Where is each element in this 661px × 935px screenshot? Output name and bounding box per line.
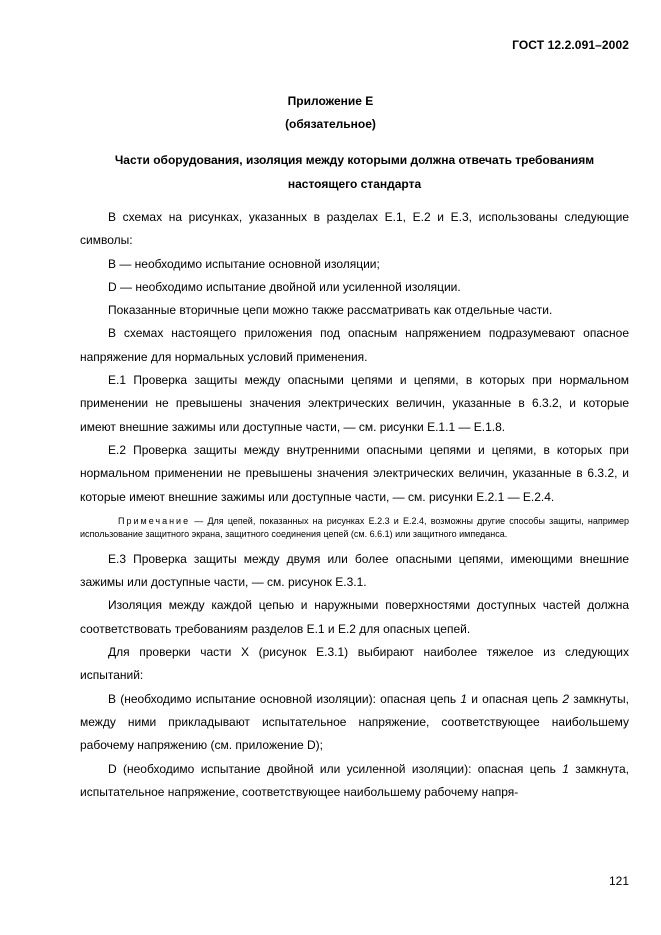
note-label: Примечание (118, 515, 191, 526)
paragraph-part-x: Для проверки части X (рисунок Е.3.1) выбирают наиболее тяжелое из следующих испытаний: (80, 645, 629, 683)
appendix-status: (обязательное) (285, 117, 376, 131)
section-heading: Части оборудования, изоляция между которыми должна отвечать требованиям настоящего стандарта (114, 153, 595, 191)
paragraph-symbol-d: D — необходимо испытание двойной или усиленной изоляции. (108, 279, 461, 294)
paragraph-insulation: Изоляция между каждой цепью и наружными поверхностями доступных частей должна соответствовать требованиям разделов Е.1 и Е.2 для опасных цепей. (80, 598, 629, 636)
note (80, 515, 629, 542)
paragraph-test-d: D (необходимо испытание двойной или усиленной изоляции): опасная цепь 1 замкнута, испытательное напряжение, соответствующее наибольшему рабочему напря- (80, 761, 629, 799)
paragraph-symbols-intro: В схемах на рисунках, указанных в разделах Е.1, Е.2 и Е.3, использованы следующие символы: (80, 210, 629, 248)
paragraph-secondary-circuits: Показанные вторичные цепи можно также рассматривать как отдельные части. (108, 303, 553, 318)
paragraph-test-b: B (необходимо испытание основной изоляции): опасная цепь 1 и опасная цепь 2 замкнуты, между ними прикладывают испытательное напряжение, соответствующее наибольшему рабочему напряжению (см. приложение D); (80, 691, 630, 753)
paragraph-symbol-b: B — необходимо испытание основной изоляции; (108, 256, 380, 271)
paragraph-hazardous-voltage: В схемах настоящего приложения под опасным напряжением подразумевают опасное напряжение для нормальных условий применения. (80, 326, 629, 364)
body-text (80, 206, 629, 804)
paragraph-e1: Е.1 Проверка защиты между опасными цепями и цепями, в которых при нормальном применении не превышены значения электрических величин, указанные в 6.3.2, и которые имеют внешние зажимы или доступные части, — см. рисунки Е.1.1 — Е.1.8. (80, 373, 629, 434)
note-text: — Для цепей, показанных на рисунках Е.2.3 и Е.2.4, возможны другие способы защиты, например использование защитного экрана, защитного соединения цепей (см. 6.6.1) или защитного импеданса. (80, 515, 629, 540)
page-number: 121 (608, 874, 629, 888)
document-id: ГОСТ 12.2.091–2002 (512, 38, 629, 52)
paragraph-e3: Е.3 Проверка защиты между двумя или более опасными цепями, имеющими внешние зажимы или доступные части, — см. рисунок Е.3.1. (80, 551, 629, 590)
appendix-title: Приложение Е (287, 94, 374, 108)
paragraph-e2: Е.2 Проверка защиты между внутренними опасными цепями и цепями, в которых при нормальном применении не превышены значения электрических величин, указанные в 6.3.2, и которые имеют внешние зажимы или доступные части, — см. рисунки Е.2.1 — Е.2.4. (80, 442, 629, 504)
